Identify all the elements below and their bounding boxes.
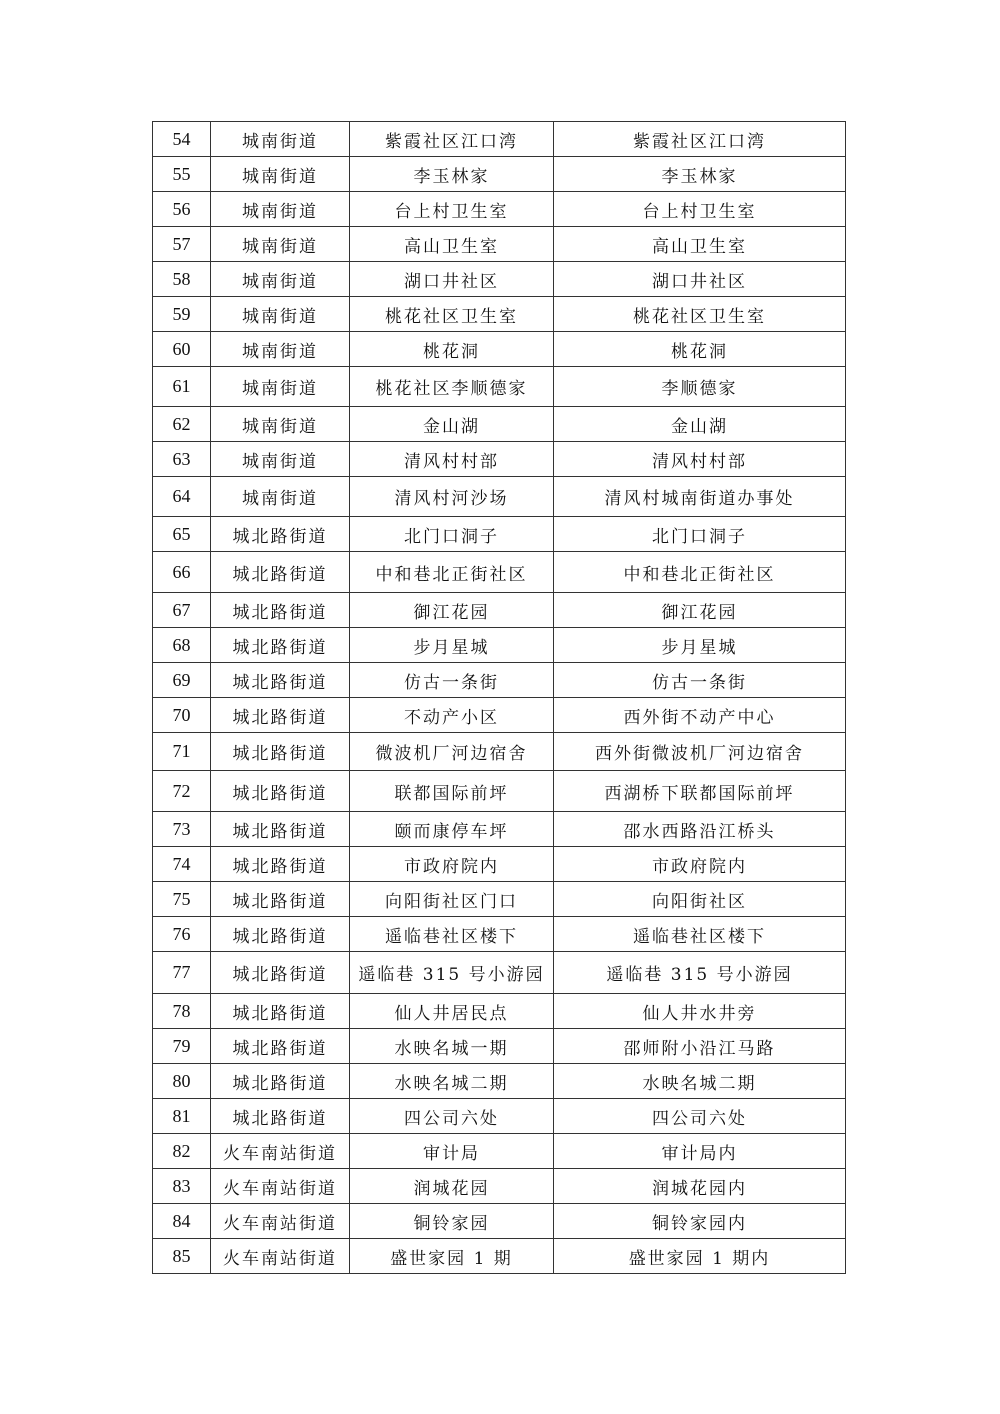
cell-street: 城南街道 (211, 122, 350, 157)
cell-street: 火车南站街道 (211, 1169, 350, 1204)
cell-location: 市政府院内 (554, 847, 846, 882)
site-table (152, 121, 846, 1274)
cell-street: 城南街道 (211, 297, 350, 332)
cell-location: 水映名城二期 (554, 1064, 846, 1099)
table-row (153, 407, 846, 442)
cell-number: 56 (153, 192, 211, 227)
cell-number: 78 (153, 994, 211, 1029)
cell-number: 65 (153, 517, 211, 552)
cell-number: 75 (153, 882, 211, 917)
table-row (153, 157, 846, 192)
cell-number: 57 (153, 227, 211, 262)
cell-number: 79 (153, 1029, 211, 1064)
table-row (153, 593, 846, 628)
cell-site: 桃花社区李顺德家 (350, 367, 554, 407)
cell-number: 54 (153, 122, 211, 157)
cell-street: 城北路街道 (211, 698, 350, 733)
cell-site: 四公司六处 (350, 1099, 554, 1134)
cell-site: 联都国际前坪 (350, 771, 554, 812)
table-body (153, 122, 846, 1274)
cell-street: 城北路街道 (211, 771, 350, 812)
cell-number: 66 (153, 552, 211, 593)
cell-site: 向阳街社区门口 (350, 882, 554, 917)
cell-street: 火车南站街道 (211, 1134, 350, 1169)
table-row (153, 812, 846, 847)
cell-street: 城北路街道 (211, 952, 350, 994)
cell-number: 85 (153, 1239, 211, 1274)
cell-number: 82 (153, 1134, 211, 1169)
cell-location: 向阳街社区 (554, 882, 846, 917)
cell-street: 火车南站街道 (211, 1239, 350, 1274)
cell-site: 颐而康停车坪 (350, 812, 554, 847)
cell-street: 城北路街道 (211, 1099, 350, 1134)
cell-number: 62 (153, 407, 211, 442)
table-row (153, 552, 846, 593)
cell-site: 市政府院内 (350, 847, 554, 882)
cell-location: 李顺德家 (554, 367, 846, 407)
cell-street: 城南街道 (211, 262, 350, 297)
cell-number: 63 (153, 442, 211, 477)
cell-street: 城南街道 (211, 442, 350, 477)
cell-street: 城北路街道 (211, 733, 350, 771)
cell-location: 西湖桥下联都国际前坪 (554, 771, 846, 812)
table-row (153, 1239, 846, 1274)
cell-location: 润城花园内 (554, 1169, 846, 1204)
cell-site: 清风村村部 (350, 442, 554, 477)
cell-number: 80 (153, 1064, 211, 1099)
cell-street: 火车南站街道 (211, 1204, 350, 1239)
cell-location: 邵师附小沿江马路 (554, 1029, 846, 1064)
table-row (153, 297, 846, 332)
table-row (153, 1064, 846, 1099)
cell-street: 城南街道 (211, 192, 350, 227)
table-row (153, 477, 846, 517)
data-table-container (152, 121, 845, 1274)
cell-site: 中和巷北正街社区 (350, 552, 554, 593)
cell-site: 桃花洞 (350, 332, 554, 367)
cell-site: 遥临巷 315 号小游园 (350, 952, 554, 994)
cell-street: 城北路街道 (211, 882, 350, 917)
cell-site: 仙人井居民点 (350, 994, 554, 1029)
cell-location: 金山湖 (554, 407, 846, 442)
cell-site: 水映名城一期 (350, 1029, 554, 1064)
table-row (153, 663, 846, 698)
cell-location: 遥临巷社区楼下 (554, 917, 846, 952)
cell-street: 城北路街道 (211, 1029, 350, 1064)
cell-location: 邵水西路沿江桥头 (554, 812, 846, 847)
table-row (153, 227, 846, 262)
cell-location: 中和巷北正街社区 (554, 552, 846, 593)
cell-number: 73 (153, 812, 211, 847)
table-row (153, 952, 846, 994)
table-row (153, 262, 846, 297)
cell-number: 76 (153, 917, 211, 952)
cell-location: 清风村城南街道办事处 (554, 477, 846, 517)
cell-street: 城南街道 (211, 407, 350, 442)
table-row (153, 442, 846, 477)
cell-site: 北门口洞子 (350, 517, 554, 552)
table-row (153, 847, 846, 882)
cell-location: 高山卫生室 (554, 227, 846, 262)
cell-street: 城南街道 (211, 477, 350, 517)
cell-number: 64 (153, 477, 211, 517)
cell-number: 61 (153, 367, 211, 407)
cell-number: 77 (153, 952, 211, 994)
cell-street: 城北路街道 (211, 917, 350, 952)
cell-street: 城北路街道 (211, 552, 350, 593)
cell-location: 仿古一条街 (554, 663, 846, 698)
cell-street: 城北路街道 (211, 663, 350, 698)
table-row (153, 628, 846, 663)
cell-site: 水映名城二期 (350, 1064, 554, 1099)
cell-number: 55 (153, 157, 211, 192)
cell-street: 城南街道 (211, 157, 350, 192)
cell-number: 84 (153, 1204, 211, 1239)
table-row (153, 882, 846, 917)
cell-location: 西外街不动产中心 (554, 698, 846, 733)
cell-street: 城北路街道 (211, 847, 350, 882)
cell-site: 清风村河沙场 (350, 477, 554, 517)
table-row (153, 192, 846, 227)
cell-site: 紫霞社区江口湾 (350, 122, 554, 157)
cell-location: 桃花社区卫生室 (554, 297, 846, 332)
cell-site: 步月星城 (350, 628, 554, 663)
cell-location: 盛世家园 1 期内 (554, 1239, 846, 1274)
table-row (153, 332, 846, 367)
cell-location: 铜铃家园内 (554, 1204, 846, 1239)
cell-street: 城北路街道 (211, 1064, 350, 1099)
table-row (153, 771, 846, 812)
cell-number: 74 (153, 847, 211, 882)
cell-site: 仿古一条街 (350, 663, 554, 698)
cell-site: 遥临巷社区楼下 (350, 917, 554, 952)
cell-location: 桃花洞 (554, 332, 846, 367)
cell-number: 71 (153, 733, 211, 771)
cell-number: 81 (153, 1099, 211, 1134)
table-row (153, 917, 846, 952)
cell-location: 仙人井水井旁 (554, 994, 846, 1029)
cell-site: 盛世家园 1 期 (350, 1239, 554, 1274)
cell-location: 步月星城 (554, 628, 846, 663)
cell-location: 清风村村部 (554, 442, 846, 477)
cell-site: 不动产小区 (350, 698, 554, 733)
cell-street: 城北路街道 (211, 812, 350, 847)
cell-number: 69 (153, 663, 211, 698)
cell-number: 68 (153, 628, 211, 663)
cell-site: 台上村卫生室 (350, 192, 554, 227)
cell-site: 御江花园 (350, 593, 554, 628)
cell-location: 遥临巷 315 号小游园 (554, 952, 846, 994)
table-row (153, 1029, 846, 1064)
cell-site: 审计局 (350, 1134, 554, 1169)
table-row (153, 1099, 846, 1134)
table-row (153, 122, 846, 157)
cell-number: 67 (153, 593, 211, 628)
cell-location: 台上村卫生室 (554, 192, 846, 227)
cell-site: 桃花社区卫生室 (350, 297, 554, 332)
table-row (153, 1204, 846, 1239)
table-row (153, 1134, 846, 1169)
cell-number: 83 (153, 1169, 211, 1204)
cell-number: 60 (153, 332, 211, 367)
table-row (153, 733, 846, 771)
cell-number: 70 (153, 698, 211, 733)
cell-location: 紫霞社区江口湾 (554, 122, 846, 157)
cell-site: 金山湖 (350, 407, 554, 442)
cell-street: 城北路街道 (211, 593, 350, 628)
cell-site: 铜铃家园 (350, 1204, 554, 1239)
cell-street: 城南街道 (211, 367, 350, 407)
table-row (153, 367, 846, 407)
cell-number: 72 (153, 771, 211, 812)
cell-location: 御江花园 (554, 593, 846, 628)
cell-number: 59 (153, 297, 211, 332)
cell-street: 城北路街道 (211, 517, 350, 552)
cell-site: 李玉林家 (350, 157, 554, 192)
cell-location: 北门口洞子 (554, 517, 846, 552)
cell-number: 58 (153, 262, 211, 297)
cell-location: 湖口井社区 (554, 262, 846, 297)
cell-site: 高山卫生室 (350, 227, 554, 262)
cell-street: 城南街道 (211, 332, 350, 367)
cell-site: 微波机厂河边宿舍 (350, 733, 554, 771)
cell-location: 西外街微波机厂河边宿舍 (554, 733, 846, 771)
cell-site: 湖口井社区 (350, 262, 554, 297)
cell-location: 四公司六处 (554, 1099, 846, 1134)
cell-street: 城北路街道 (211, 628, 350, 663)
table-row (153, 698, 846, 733)
cell-location: 李玉林家 (554, 157, 846, 192)
table-row (153, 994, 846, 1029)
cell-street: 城南街道 (211, 227, 350, 262)
cell-site: 润城花园 (350, 1169, 554, 1204)
table-row (153, 1169, 846, 1204)
cell-street: 城北路街道 (211, 994, 350, 1029)
table-row (153, 517, 846, 552)
cell-location: 审计局内 (554, 1134, 846, 1169)
